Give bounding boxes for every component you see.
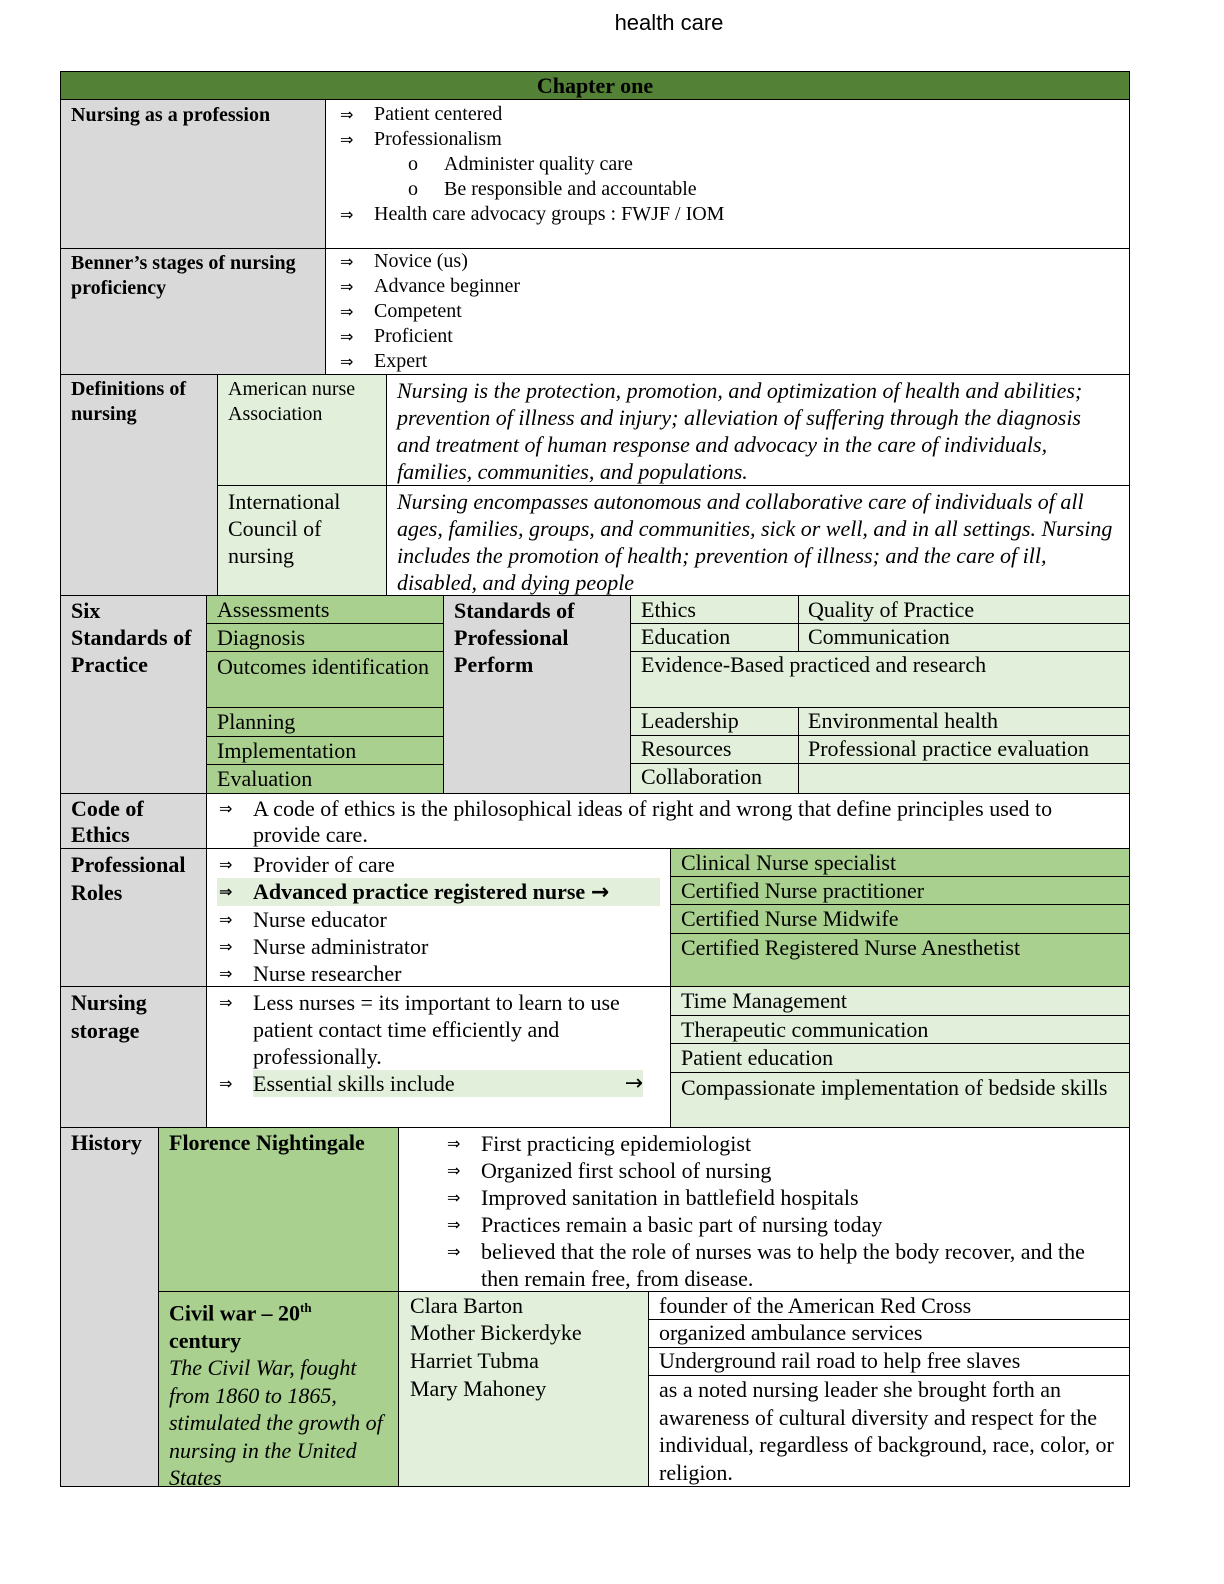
list-item: Clinical Nurse specialist — [671, 849, 1129, 877]
list-item: ⇒ A code of ethics is the philosophical ideas of right and wrong that define principles used to provide care. — [217, 796, 1119, 848]
grid-cell: Communication — [798, 623, 1129, 652]
list-item: ⇒ Health care advocacy groups : FWJF / IOM — [338, 202, 1119, 227]
roles-label: Professional Roles — [60, 848, 207, 987]
list-item: o Administer quality care — [408, 152, 1119, 177]
list-item: ⇒ First practicing epidemiologist — [445, 1130, 1119, 1157]
code-ethics-content — [206, 793, 1130, 849]
chapter-header — [60, 71, 1130, 100]
list-item: ⇒ Patient centered — [338, 102, 1119, 127]
list-item: Patient education — [671, 1044, 1129, 1073]
list-item: ⇒ Advance beginner — [338, 274, 1119, 299]
list-item: ⇒ Nurse researcher — [217, 960, 660, 987]
history-people-table — [398, 1291, 1130, 1487]
civil-war-title: Civil war – 20th century — [169, 1300, 312, 1353]
arrow-right-icon: → — [590, 880, 610, 905]
icn-label: International Council of nursing — [217, 485, 387, 596]
florence-content — [398, 1127, 1130, 1292]
list-item: Time Management — [671, 987, 1129, 1016]
person-desc: organized ambulance services — [648, 1319, 1129, 1348]
grid-cell: Evidence-Based practiced and research — [631, 651, 1129, 708]
grid-cell: Leadership — [631, 707, 799, 736]
list-item: Planning — [207, 708, 443, 737]
list-item: ⇒ Practices remain a basic part of nursing today — [445, 1211, 1119, 1238]
list-item: Evaluation — [217, 766, 313, 791]
list-item: ⇒ believed that the role of nurses was to help the body recover, and the then remain free, from disease. — [445, 1238, 1119, 1292]
chapter-title: Chapter one — [536, 73, 654, 98]
person-desc: Underground rail road to help free slaves — [648, 1347, 1129, 1376]
history-label: History — [60, 1127, 159, 1487]
list-item: Certified Nurse practitioner — [671, 877, 1129, 905]
list-item-highlighted: ⇒ Advanced practice registered nurse → — [217, 878, 660, 906]
nursing-profession-label: Nursing as a profession — [60, 99, 326, 249]
storage-label: Nursing storage — [60, 986, 207, 1128]
nursing-profession-content — [325, 99, 1130, 249]
civil-war-text: The Civil War, fought from 1860 to 1865, stimulated the growth of nursing in the United States — [169, 1355, 383, 1491]
list-item: ⇒ Expert — [338, 349, 1119, 374]
six-standards-label: Six Standards of Practice — [60, 595, 207, 794]
grid-cell: Education — [631, 623, 799, 652]
list-item-highlighted: ⇒ Essential skills include → — [217, 1070, 660, 1097]
civil-war-cell — [158, 1291, 399, 1491]
essential-skills-list — [670, 986, 1130, 1128]
list-item: Therapeutic communication — [671, 1016, 1129, 1044]
performance-standards-label: Standards of Professional Perform — [443, 595, 631, 794]
performance-standards-grid — [630, 595, 1130, 794]
benner-label: Benner’s stages of nursing proficiency — [60, 248, 326, 375]
apn-roles-list — [670, 848, 1130, 987]
list-item: Diagnosis — [207, 624, 443, 652]
list-item: Certified Nurse Midwife — [671, 905, 1129, 934]
ana-label: American nurse Association — [217, 374, 387, 486]
list-item: ⇒ Organized first school of nursing — [445, 1157, 1119, 1184]
list-item: o Be responsible and accountable — [408, 177, 1119, 202]
list-item: Outcomes identification — [207, 652, 443, 708]
arrow-right-icon: → — [624, 1071, 643, 1096]
grid-cell: Quality of Practice — [798, 596, 1129, 624]
person-name: Mary Mahoney — [399, 1375, 649, 1486]
list-item: ⇒ Competent — [338, 299, 1119, 324]
document-title: health care — [614, 10, 724, 35]
list-item: ⇒ Nurse educator — [217, 906, 660, 933]
practice-standards-list — [206, 595, 444, 794]
person-name: Harriet Tubma — [399, 1347, 649, 1376]
list-item: ⇒ Nurse administrator — [217, 933, 660, 960]
list-item: Compassionate implementation of bedside skills — [681, 1075, 1108, 1100]
grid-cell: Resources — [631, 735, 799, 764]
list-item: ⇒ Improved sanitation in battlefield hospitals — [445, 1184, 1119, 1211]
florence-label: Florence Nightingale — [158, 1127, 399, 1292]
person-desc: as a noted nursing leader she brought forth an awareness of cultural diversity and respect for the individual, regardless of background, race, color, or religion. — [659, 1377, 1114, 1485]
list-item: ⇒ Proficient — [338, 324, 1119, 349]
grid-cell: Collaboration — [631, 763, 799, 793]
storage-content — [206, 986, 671, 1128]
grid-cell: Environmental health — [798, 707, 1129, 736]
list-item: ⇒ Novice (us) — [338, 249, 1119, 274]
list-item: Certified Registered Nurse Anesthetist — [681, 935, 1021, 960]
list-item: Assessments — [207, 596, 443, 624]
ana-definition: Nursing is the protection, promotion, and optimization of health and abilities; prevention of illness and injury; alleviation of suffering through the diagnosis and treatment of human response and advocacy in the care of individuals, families, communities, and populations. — [386, 374, 1130, 486]
grid-cell: Professional practice evaluation — [798, 735, 1129, 764]
list-item: ⇒ Professionalism — [338, 127, 1119, 152]
icn-definition: Nursing encompasses autonomous and collaborative care of individuals of all ages, families, groups, and communities, sick or well, and in all settings. Nursing includes the promotion of health; prevention of illness; and the care of ill, disabled, and dying people — [386, 485, 1130, 596]
list-item: Implementation — [207, 737, 443, 765]
definitions-label: Definitions of nursing — [60, 374, 218, 596]
list-item: ⇒ Less nurses = its important to learn to use patient contact time efficiently and professionally. — [217, 989, 660, 1070]
person-desc: founder of the American Red Cross — [648, 1292, 1129, 1320]
grid-cell: Ethics — [631, 596, 799, 624]
person-name: Mother Bickerdyke — [399, 1319, 649, 1348]
roles-content — [206, 848, 671, 987]
code-ethics-label: Code of Ethics — [60, 793, 207, 849]
list-item: ⇒ Provider of care — [217, 851, 660, 878]
person-name: Clara Barton — [399, 1292, 649, 1320]
benner-content — [325, 248, 1130, 375]
